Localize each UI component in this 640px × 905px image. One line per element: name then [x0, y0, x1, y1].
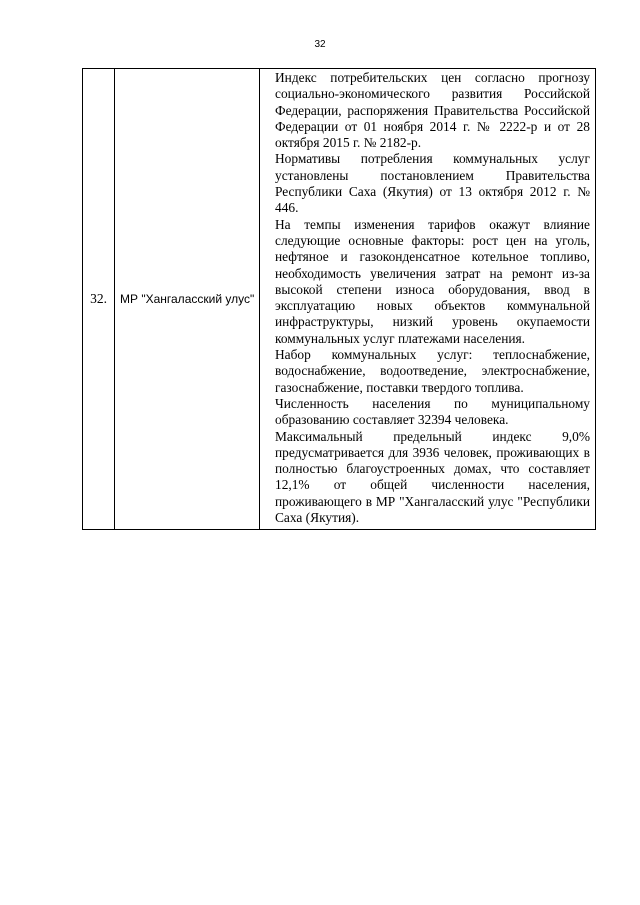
municipality-name-cell: МР "Хангаласский улус" — [115, 69, 260, 530]
paragraph-max-index: Максимальный предельный индекс 9,0% предусматривается для 3936 человек, проживающих в полностью благоустроенных домах, что составляет 12,1% от общей численности населения, проживающего в МР "Хангаласский улус "Республики Саха (Якутия). — [275, 428, 590, 526]
paragraph-utility-set: Набор коммунальных услуг: теплоснабжение, водоснабжение, водоотведение, электроснабжение, газоснабжение, поставки твердого топлива. — [275, 347, 590, 395]
paragraph-population: Численность населения по муниципальному образованию составляет 32394 человека. — [275, 395, 590, 428]
table-row — [83, 69, 596, 530]
tariff-table — [82, 68, 596, 530]
page-number: 32 — [314, 39, 326, 50]
row-number-cell: 32. — [83, 69, 115, 530]
description-cell — [260, 69, 596, 530]
paragraph-cpi-forecast: Индекс потребительских цен согласно прогнозу социально-экономического развития Российской Федерации, распоряжения Правительства Российской Федерации от 01 ноября 2014 г. № 2222-р и от 28 октября 2015 г. № 2182-р. — [275, 70, 590, 151]
paragraph-consumption-norms: Нормативы потребления коммунальных услуг установлены постановлением Правительства Республики Саха (Якутия) от 13 октября 2012 г. № 446. — [275, 151, 590, 216]
paragraph-tariff-factors: На темпы изменения тарифов окажут влияние следующие основные факторы: рост цен на уголь, нефтяное и газоконденсатное котельное топливо, необходимость увеличения затрат на ремонт из-за высокой степени износа оборудования, ввод в эксплуатацию новых объектов коммунальной инфраструктуры, низкий уровень окупаемости коммунальных услуг платежами населения. — [275, 216, 590, 346]
